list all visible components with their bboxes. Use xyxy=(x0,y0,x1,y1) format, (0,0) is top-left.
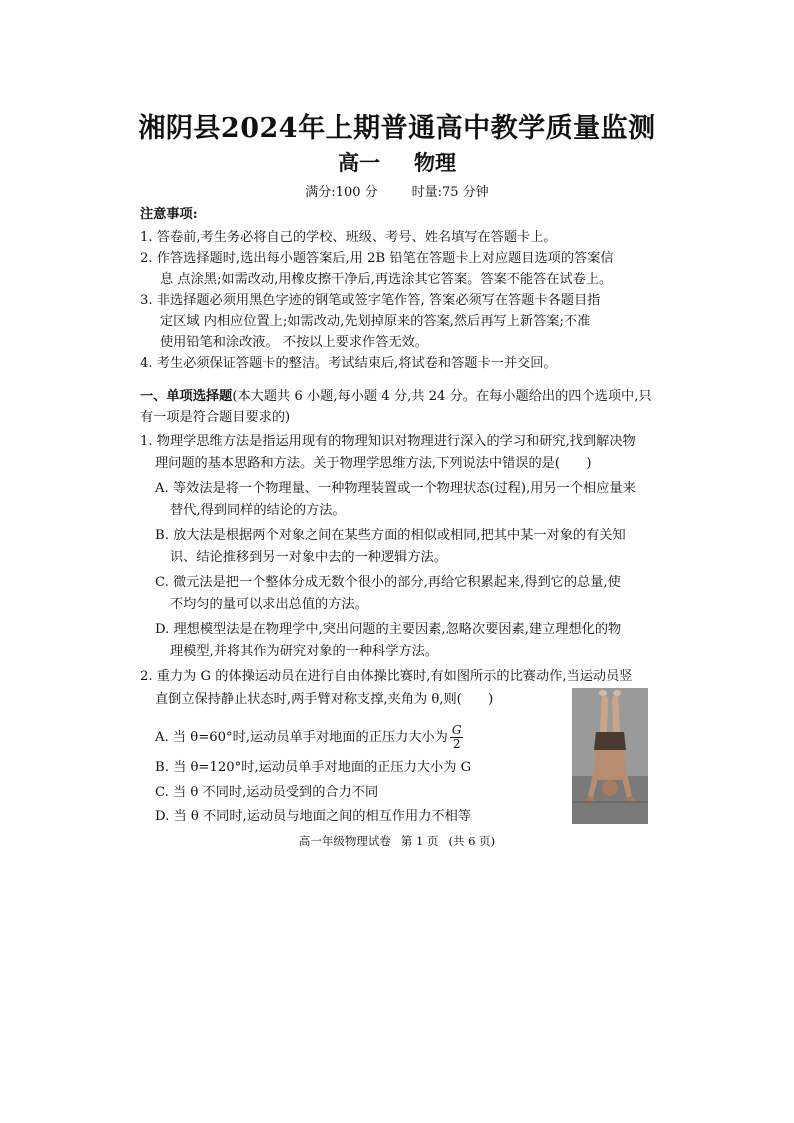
note-line: 1. 答卷前,考生务必将自己的学校、班级、考号、姓名填写在答题卡上。 xyxy=(140,230,557,245)
q2-stem-cont: 直倒立保持静止状态时,两手臂对称支撑,夹角为 θ,则( ) xyxy=(155,692,494,707)
fraction-g-over-2 xyxy=(450,724,464,751)
section-desc-cont: 有一项是符合题目要求的) xyxy=(140,410,291,425)
section-title: 一、单项选择题 xyxy=(140,389,233,404)
q1-option-d-cont: 理模型,并将其作为研究对象的一种科学方法。 xyxy=(170,644,438,659)
q1-option-a-cont: 替代,得到同样的结论的方法。 xyxy=(170,503,346,518)
q1-option-c: C. 微元法是把一个整体分成无数个很小的部分,再给它积累起来,得到它的总量,使 xyxy=(155,575,621,590)
fraction-numerator: G xyxy=(451,723,462,737)
q1-stem: 1. 物理学思维方法是指运用现有的物理知识对物理进行深入的学习和研究,找到解决物 xyxy=(140,434,636,449)
exam-title: 湘阴县2024年上期普通高中教学质量监测 xyxy=(138,113,656,144)
q1-stem-cont: 理问题的基本思路和方法。关于物理学思维方法,下列说法中错误的是( ) xyxy=(155,456,592,471)
q1-option-a: A. 等效法是将一个物理量、一种物理装置或一个物理状态(过程),用另一个相应量来 xyxy=(155,481,636,496)
q2-option-b: B. 当 θ=120°时,运动员单手对地面的正压力大小为 G xyxy=(155,760,472,775)
q1-option-b-cont: 识、结论推移到另一对象中去的一种逻辑方法。 xyxy=(170,550,447,565)
fraction-denominator: 2 xyxy=(452,737,461,751)
note-line: 定区域 内相应位置上;如需改动,先划掉原来的答案,然后再写上新答案;不准 xyxy=(160,314,591,329)
q1-option-b: B. 放大法是根据两个对象之间在某些方面的相似或相同,把其中某一对象的有关知 xyxy=(155,528,626,543)
page-footer xyxy=(0,833,794,849)
note-line: 2. 作答选择题时,选出每小题答案后,用 2B 铅笔在答题卡上对应题目选项的答案信 xyxy=(140,251,614,266)
q1-option-c-cont: 不均匀的量可以求出总值的方法。 xyxy=(170,597,368,612)
q2-option-a xyxy=(155,724,463,751)
footer-page: 第 1 页 xyxy=(400,834,439,848)
note-line: 3. 非选择题必须用黑色字迹的钢笔或签字笔作答, 答案必须写在答题卡各题目指 xyxy=(140,293,601,308)
grade-label: 高一 xyxy=(338,150,380,175)
notes-heading: 注意事项: xyxy=(140,207,198,222)
q2-option-d: D. 当 θ 不同时,运动员与地面之间的相互作用力不相等 xyxy=(155,809,471,824)
gymnast-handstand-photo xyxy=(572,688,648,824)
exam-subtitle xyxy=(0,147,794,177)
section-heading xyxy=(140,388,652,406)
exam-meta xyxy=(0,181,794,200)
q2-option-a-text: A. 当 θ=60°时,运动员单手对地面的正压力大小为 xyxy=(155,730,448,745)
subject-label: 物理 xyxy=(414,150,456,175)
q2-option-c: C. 当 θ 不同时,运动员受到的合力不同 xyxy=(155,785,379,800)
q1-option-d: D. 理想模型法是在物理学中,突出问题的主要因素,忽略次要因素,建立理想化的物 xyxy=(155,622,622,637)
note-line: 使用铅笔和涂改液。 不按以上要求作答无效。 xyxy=(160,335,428,350)
time-limit: 时量:75 分钟 xyxy=(411,185,489,200)
note-line: 息 点涂黑;如需改动,用橡皮擦干净后,再选涂其它答案。答案不能答在试卷上。 xyxy=(160,272,613,287)
footer-total: (共 6 页) xyxy=(448,834,496,848)
q2-stem: 2. 重力为 G 的体操运动员在进行自由体操比赛时,有如图所示的比赛动作,当运动员竖 xyxy=(140,669,633,684)
footer-title: 高一年级物理试卷 xyxy=(298,834,391,848)
note-line: 4. 考生必须保证答题卡的整洁。考试结束后,将试卷和答题卡一并交回。 xyxy=(140,356,557,371)
section-desc: (本大题共 6 小题,每小题 4 分,共 24 分。在每小题给出的四个选项中,只 xyxy=(232,389,652,404)
full-score: 满分:100 分 xyxy=(305,185,378,200)
